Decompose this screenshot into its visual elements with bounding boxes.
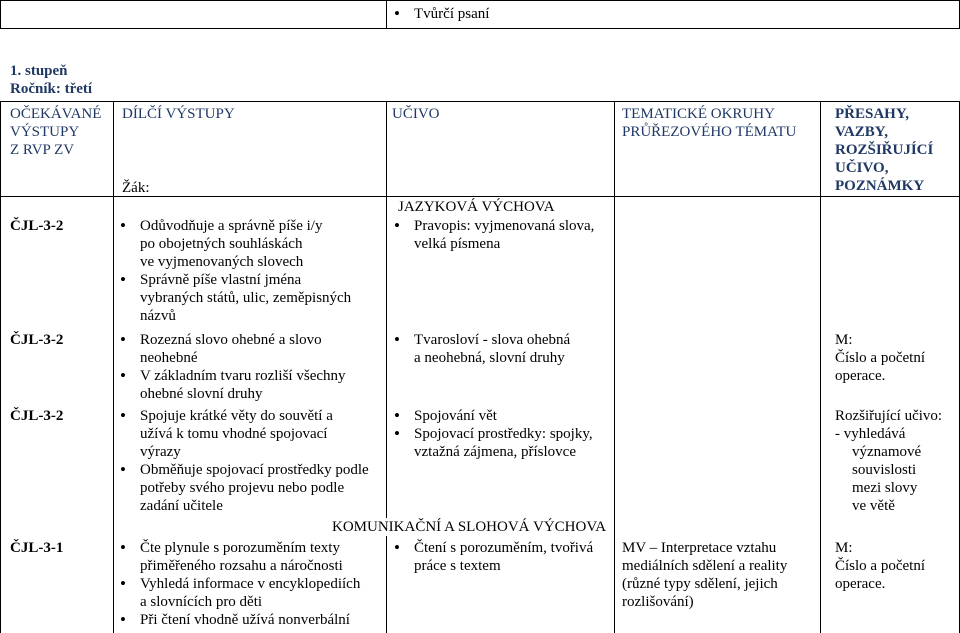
row4-links-line3: operace. bbox=[835, 576, 886, 592]
col-divider-4 bbox=[820, 101, 821, 633]
list-item: • Správně píše vlastní jména vybraných států, ulic, zeměpisných názvů bbox=[118, 271, 351, 325]
header-outcomes-line1: OČEKÁVANÉ bbox=[10, 106, 102, 122]
list-item: • Čte plynule s porozuměním texty přiměřeného rozsahu a náročnosti bbox=[118, 539, 360, 575]
list-item: • Při čtení vhodně užívá nonverbální bbox=[118, 611, 360, 629]
row4-topics-line3: (různé typy sdělení, jejich bbox=[622, 576, 778, 592]
row4-links-line2: Číslo a početní bbox=[835, 558, 925, 574]
row3-outcomes bbox=[118, 407, 369, 515]
list-item: • Pravopis: vyjmenovaná slova, velká písmena bbox=[392, 217, 594, 253]
row3-links-line6: ve větě bbox=[852, 498, 895, 514]
row2-links-line1: M: bbox=[835, 332, 853, 348]
row4-curriculum bbox=[392, 539, 593, 575]
row3-curriculum bbox=[392, 407, 593, 461]
list-item: • Tvarosloví - slova ohebná a neohebná, slovní druhy bbox=[392, 331, 570, 367]
list-item: • Rozezná slovo ohebné a slovo neohebné bbox=[118, 331, 346, 367]
row2-outcomes bbox=[118, 331, 346, 403]
row4-topics-line4: rozlišování) bbox=[622, 594, 694, 610]
row3-code: ČJL-3-2 bbox=[10, 408, 64, 424]
table-left-border bbox=[0, 101, 1, 633]
row1-code: ČJL-3-2 bbox=[10, 218, 64, 234]
row4-code: ČJL-3-1 bbox=[10, 540, 64, 556]
top-item-list bbox=[392, 5, 489, 23]
list-item: • Čtení s porozuměním, tvořivá práce s textem bbox=[392, 539, 593, 575]
list-item: • Spojovací prostředky: spojky, vztažná zájmena, příslovce bbox=[392, 425, 593, 461]
top-border bbox=[0, 0, 960, 1]
list-item: • Obměňuje spojovací prostředky podle potřeby svého projevu nebo podle zadání učitele bbox=[118, 461, 369, 515]
list-item: • Vyhledá informace v encyklopediích a slovnících pro děti bbox=[118, 575, 360, 611]
header-outcomes-line2: VÝSTUPY bbox=[10, 124, 80, 140]
row1-outcomes bbox=[118, 217, 351, 325]
list-item: • Spojuje krátké věty do souvětí a užívá k tomu vhodné spojovací výrazy bbox=[118, 407, 369, 461]
top-box-divider bbox=[386, 0, 387, 29]
header-links-line2: VAZBY, bbox=[835, 124, 888, 140]
top-box-bottom bbox=[0, 28, 960, 29]
section-language-education: JAZYKOVÁ VÝCHOVA bbox=[398, 199, 555, 215]
row3-links-line2: - vyhledává bbox=[835, 426, 906, 442]
row2-curriculum bbox=[392, 331, 570, 367]
top-box-left bbox=[0, 0, 1, 29]
col-divider-2 bbox=[386, 101, 387, 633]
grade-heading: 1. stupeň bbox=[10, 63, 68, 79]
row4-outcomes bbox=[118, 539, 360, 629]
row2-code: ČJL-3-2 bbox=[10, 332, 64, 348]
col-divider-3 bbox=[614, 101, 615, 633]
header-partial-outcomes: DÍLČÍ VÝSTUPY bbox=[122, 106, 235, 122]
header-pupil-label: Žák: bbox=[122, 180, 150, 196]
header-outcomes-line3: Z RVP ZV bbox=[10, 142, 75, 158]
row3-links-line4: souvislosti bbox=[852, 462, 917, 478]
table-top-border bbox=[0, 101, 960, 102]
row3-links-line1: Rozšiřující učivo: bbox=[835, 408, 943, 424]
header-links-line1: PŘESAHY, bbox=[835, 106, 910, 122]
row4-links-line1: M: bbox=[835, 540, 853, 556]
section-communication-education: KOMUNIKAČNÍ A SLOHOVÁ VÝCHOVA bbox=[332, 519, 607, 535]
header-topics-line1: TEMATICKÉ OKRUHY bbox=[622, 106, 775, 122]
list-item: • Spojování vět bbox=[392, 407, 593, 425]
row2-links-line2: Číslo a početní bbox=[835, 350, 925, 366]
header-links-line4: UČIVO, bbox=[835, 160, 889, 176]
row1-curriculum bbox=[392, 217, 594, 253]
list-item: • V základním tvaru rozliší všechny ohebné slovní druhy bbox=[118, 367, 346, 403]
top-item: • Tvůrčí psaní bbox=[392, 5, 489, 23]
row4-topics-line2: mediálních sdělení a reality bbox=[622, 558, 788, 574]
header-topics-line2: PRŮŘEZOVÉHO TÉMATU bbox=[622, 124, 797, 140]
header-links-line5: POZNÁMKY bbox=[835, 178, 925, 194]
header-curriculum: UČIVO bbox=[392, 106, 440, 122]
col-divider-1 bbox=[113, 101, 114, 633]
row2-links-line3: operace. bbox=[835, 368, 886, 384]
header-links-line3: ROZŠIŘUJÍCÍ bbox=[835, 142, 934, 158]
list-item: • Odůvodňuje a správně píše i/y po obojetných souhláskách ve vyjmenovaných slovech bbox=[118, 217, 351, 271]
row3-links-line3: významové bbox=[852, 444, 922, 460]
row4-topics-line1: MV – Interpretace vztahu bbox=[622, 540, 777, 556]
year-heading: Ročník: třetí bbox=[10, 81, 93, 97]
row3-links-line5: mezi slovy bbox=[852, 480, 918, 496]
